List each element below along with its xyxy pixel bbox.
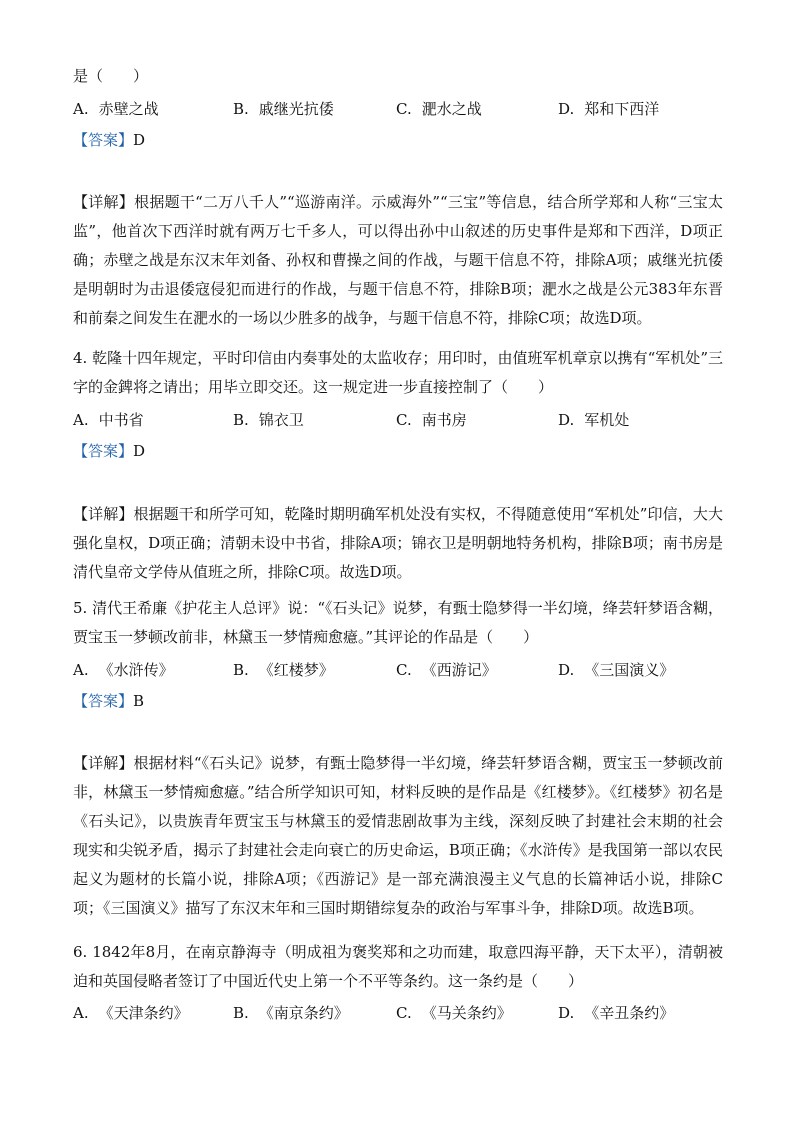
question-4-options: [73, 410, 723, 430]
question-5-option-d: D. 《三国演义》: [558, 661, 675, 679]
question-4-option-c: C. 南书房: [396, 411, 467, 429]
answer-value: B: [133, 692, 145, 710]
question-4-stem: 4. 乾隆十四年规定，平时印信由内奏事处的太监收存；用印时，由值班军机章京以携有“军机处”三字的金錍将之请出；用毕立即交还。这一规定进一步直接控制了（ ）: [73, 349, 723, 396]
question-4-option-a: A. 中书省: [73, 411, 144, 429]
question-5-stem: 5. 清代王希廉《护花主人总评》说：“《石头记》说梦，有甄士隐梦得一半幻境，绛芸轩梦语含糊，贾宝玉一梦顿改前非，林黛玉一梦情痴愈癔。”其评论的作品是（ ）: [73, 599, 723, 646]
question-3-option-d: D. 郑和下西洋: [558, 100, 660, 118]
question-6-option-c: C. 《马关条约》: [396, 1004, 512, 1022]
answer-label: 【答案】: [73, 692, 134, 710]
explanation-label: 【详解】: [73, 754, 134, 772]
explanation-text: 根据题干“二万八千人”“巡游南洋。示威海外”“三宝”等信息，结合所学郑和人称“三宝太监”，他首次下西洋时就有两万七千多人，可以得出孙中山叙述的历史事件是郑和下西洋，D项正确；赤壁之战是东汉末年刘备、孙权和曹操之间的作战，与题干信息不符，排除A项；戚继光抗倭是明朝时为击退倭寇侵犯而进行的作战，与题干信息不符，排除B项；淝水之战是公元383年东晋和前秦之间发生在淝水的一场以少胜多的战争，与题干信息不符，排除C项；故选D项。: [73, 193, 723, 327]
question-3-answer: [73, 130, 145, 150]
question-6-options: [73, 1003, 723, 1023]
question-5-option-c: C. 《西游记》: [396, 661, 497, 679]
question-3-stem-tail: 是（ ）: [73, 67, 149, 85]
question-3-options: [73, 99, 723, 119]
explanation-text: 根据题干和所学可知，乾隆时期明确军机处没有实权，不得随意使用“军机处”印信，大大强化皇权，D项正确；清朝未设中书省，排除A项；锦衣卫是明朝地特务机构，排除B项；南书房是清代皇帝文学侍从值班之所，排除C项。故选D项。: [73, 505, 723, 581]
explanation-label: 【详解】: [73, 505, 134, 523]
question-4-explanation: [73, 500, 723, 587]
question-3-option-b: B. 戚继光抗倭: [233, 100, 334, 118]
answer-label: 【答案】: [73, 131, 134, 149]
answer-label: 【答案】: [73, 442, 134, 460]
question-3-option-a: A. 赤壁之战: [73, 100, 159, 118]
answer-value: D: [133, 442, 146, 460]
explanation-text: 根据材料“《石头记》说梦，有甄士隐梦得一半幻境，绛芸轩梦语含糊，贾宝玉一梦顿改前非，林黛玉一梦情痴愈癔。”结合所学知识可知，材料反映的是作品是《红楼梦》。《红楼梦》初名是《石头记》，以贵族青年贾宝玉与林黛玉的爱情悲剧故事为主线，深刻反映了封建社会末期的社会现实和尖锐矛盾，揭示了封建社会走向衰亡的历史命运，B项正确；《水浒传》是我国第一部以农民起义为题材的长篇小说，排除A项；《西游记》是一部充满浪漫主义气息的长篇神话小说，排除C项；《三国演义》描写了东汉末年和三国时期错综复杂的政治与军事斗争，排除D项。故选B项。: [73, 754, 723, 917]
question-3-option-c: C. 淝水之战: [396, 100, 482, 118]
question-4-option-d: D. 军机处: [558, 411, 630, 429]
question-5-option-b: B. 《红楼梦》: [233, 661, 334, 679]
question-5-options: [73, 660, 723, 680]
question-4-answer: [73, 441, 145, 461]
question-4-option-b: B. 锦衣卫: [233, 411, 304, 429]
question-5-answer: [73, 691, 144, 711]
question-6-option-d: D. 《辛丑条约》: [558, 1004, 675, 1022]
question-6-option-a: A. 《天津条约》: [73, 1004, 189, 1022]
question-6-stem: 6. 1842年8月，在南京静海寺（明成祖为褒奖郑和之功而建，取意四海平静，天下太平），清朝被迫和英国侵略者签订了中国近代史上第一个不平等条约。这一条约是（ ）: [73, 943, 723, 990]
question-3-explanation: [73, 188, 723, 333]
explanation-label: 【详解】: [73, 193, 135, 211]
answer-value: D: [133, 131, 146, 149]
question-5-option-a: A. 《水浒传》: [73, 661, 174, 679]
question-5-explanation: [73, 749, 723, 923]
question-6-option-b: B. 《南京条约》: [233, 1004, 349, 1022]
